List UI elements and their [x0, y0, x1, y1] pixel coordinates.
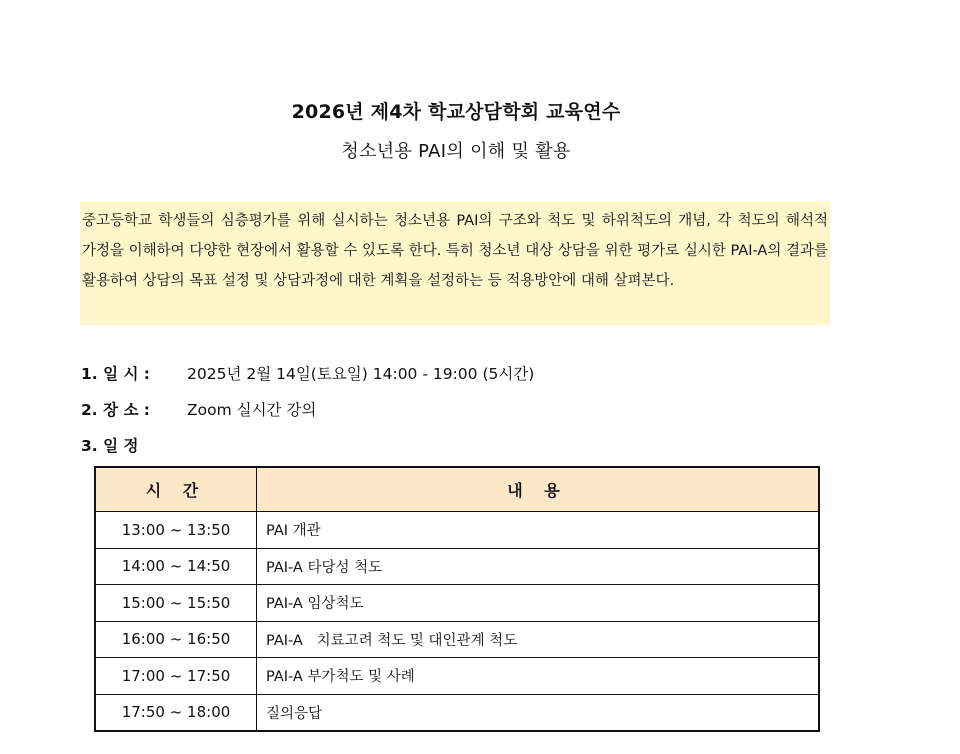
table-row — [95, 548, 819, 585]
info-place-row — [81, 398, 316, 420]
schedule-time: 15:00 ~ 15:50 — [95, 585, 257, 622]
info-schedule-row — [81, 434, 187, 456]
summary-box: 중고등학교 학생들의 심층평가를 위해 실시하는 청소년용 PAI의 구조와 척도 및 하위척도의 개념, 각 척도의 해석적 가정을 이해하여 다양한 현장에서 활용할 수 있도록 한다. 특히 청소년 대상 상담을 위한 평가로 실시한 PAI-A의 결과를 활용하여 상담의 목표 설정 및 상담과정에 대한 계획을 설정하는 등 적용방안에 대해 살펴본다. — [80, 201, 830, 325]
schedule-content: PAI-A 임상척도 — [257, 585, 820, 622]
table-row — [95, 585, 819, 622]
schedule-content: PAI-A 부가척도 및 사례 — [257, 658, 820, 695]
schedule-header-content: 내 용 — [257, 467, 820, 512]
schedule-time: 17:50 ~ 18:00 — [95, 694, 257, 731]
table-row — [95, 512, 819, 549]
table-row — [95, 658, 819, 695]
schedule-time: 16:00 ~ 16:50 — [95, 621, 257, 658]
schedule-time: 13:00 ~ 13:50 — [95, 512, 257, 549]
schedule-table — [94, 466, 820, 732]
schedule-content: PAI-A 치료고려 척도 및 대인관계 척도 — [257, 621, 820, 658]
document-title: 2026년 제4차 학교상담학회 교육연수 — [291, 101, 621, 123]
schedule-header-row — [95, 467, 819, 512]
schedule-content: 질의응답 — [257, 694, 820, 731]
schedule-time: 14:00 ~ 14:50 — [95, 548, 257, 585]
info-date-value: 2025년 2월 14일(토요일) 14:00 - 19:00 (5시간) — [187, 365, 535, 383]
schedule-content: PAI-A 타당성 척도 — [257, 548, 820, 585]
schedule-content: PAI 개관 — [257, 512, 820, 549]
info-date-row — [81, 362, 534, 384]
document-subtitle: 청소년용 PAI의 이해 및 활용 — [341, 141, 571, 162]
schedule-header-time: 시 간 — [95, 467, 257, 512]
info-schedule-label: 3. 일 정 — [81, 437, 139, 455]
info-place-value: Zoom 실시간 강의 — [187, 401, 317, 419]
info-date-label: 1. 일 시 : — [81, 365, 151, 383]
schedule-time: 17:00 ~ 17:50 — [95, 658, 257, 695]
table-row — [95, 694, 819, 731]
info-place-label: 2. 장 소 : — [81, 401, 151, 419]
table-row — [95, 621, 819, 658]
